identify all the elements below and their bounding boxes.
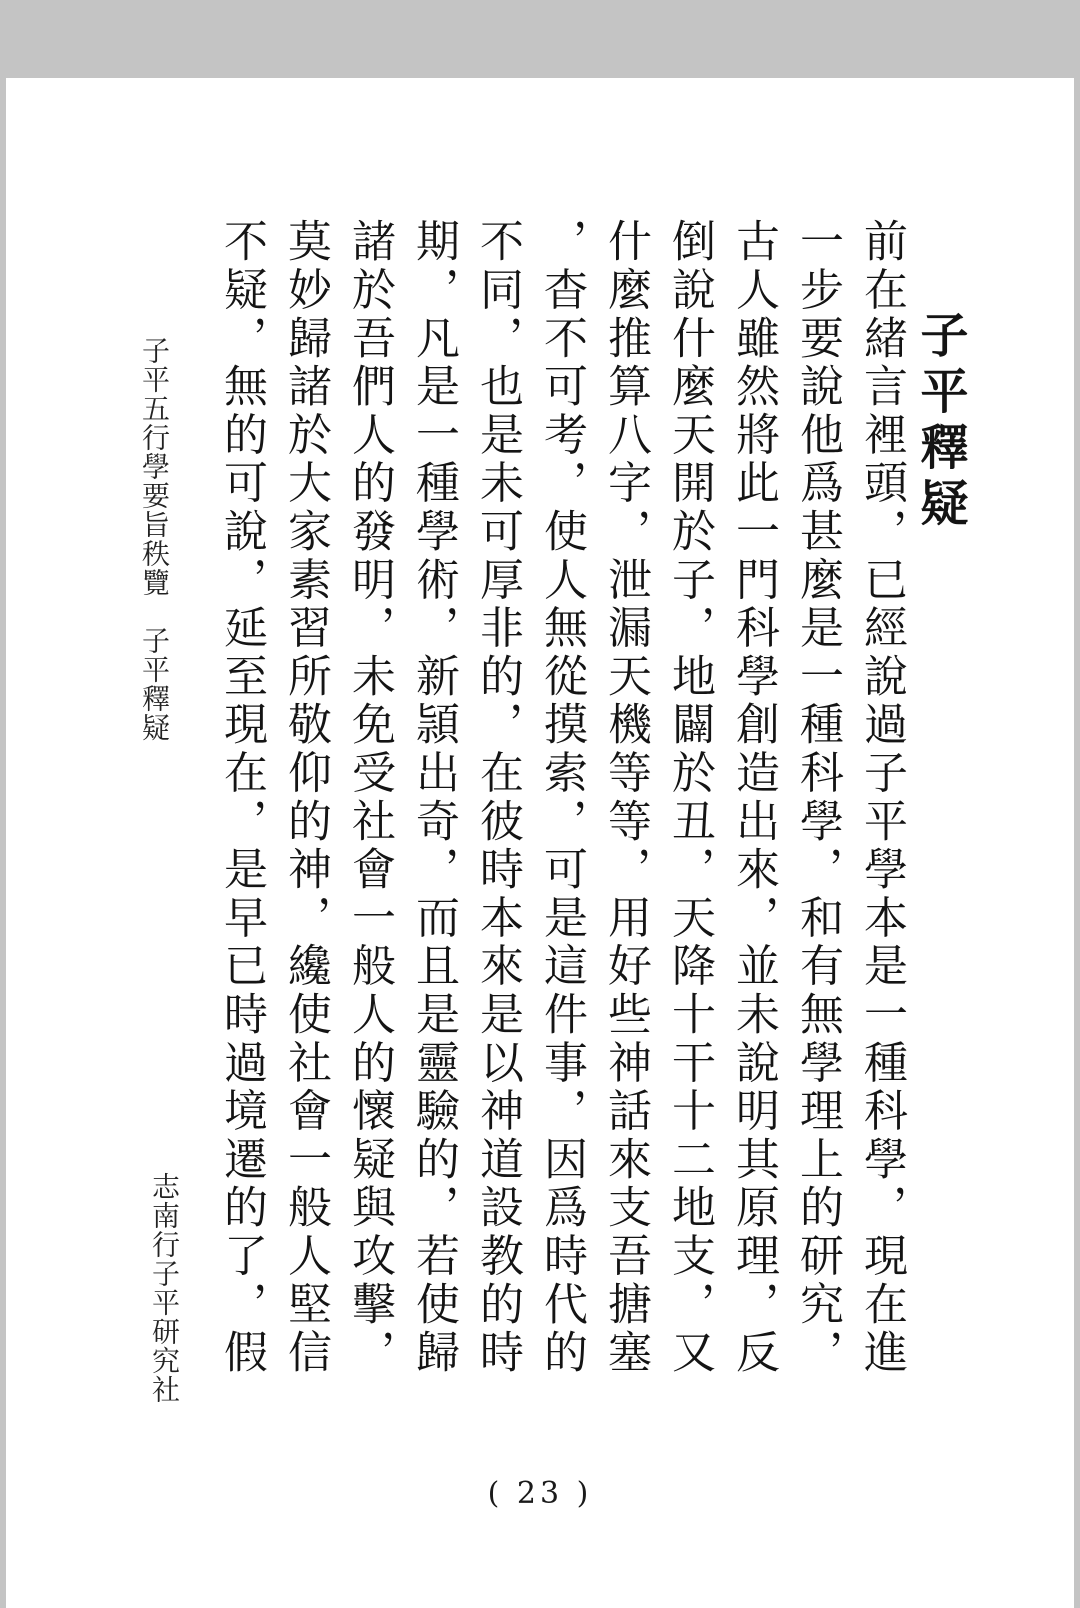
book-page xyxy=(6,78,1074,1608)
running-footer-book-title: 子平五行學要旨秩覽 子平釋疑 xyxy=(138,336,171,742)
text-column-3: 古人雖然將此一門科學創造出來，並未說明其原理，反 xyxy=(728,218,779,1378)
running-footer-publisher: 志南行子平研究社 xyxy=(148,1172,181,1404)
text-column-10: 莫妙歸諸於大家素習所敬仰的神，纔使社會一般人堅信 xyxy=(280,218,331,1378)
text-column-4: 倒說什麼天開於子，地闢於丑，天降十干十二地支，又 xyxy=(664,218,715,1378)
text-column-11: 不疑，無的可說，延至現在，是早已時過境遷的了，假 xyxy=(216,218,267,1378)
text-column-1: 前在緒言裡頭，已經說過子平學本是一種科學，現在進 xyxy=(856,218,907,1378)
page-number: ( 23 ) xyxy=(487,1476,593,1511)
text-column-7: 不同，也是未可厚非的，在彼時本來是以神道設教的時 xyxy=(472,218,523,1378)
text-column-2: 一步要說他爲甚麼是一種科學，和有無學理上的研究， xyxy=(792,218,843,1378)
text-column-5: 什麼推算八字，泄漏天機等等，用好些神話來支吾搪塞 xyxy=(600,218,651,1378)
text-column-6: ，杳不可考，使人無從摸索，可是這件事，因爲時代的 xyxy=(536,218,587,1378)
text-column-9: 諸於吾們人的發明，未免受社會一般人的懷疑與攻擊， xyxy=(344,218,395,1378)
text-column-8: 期，凡是一種學術，新頴出奇，而且是靈驗的，若使歸 xyxy=(408,218,459,1378)
chapter-title: 子平釋疑 xyxy=(912,310,968,534)
